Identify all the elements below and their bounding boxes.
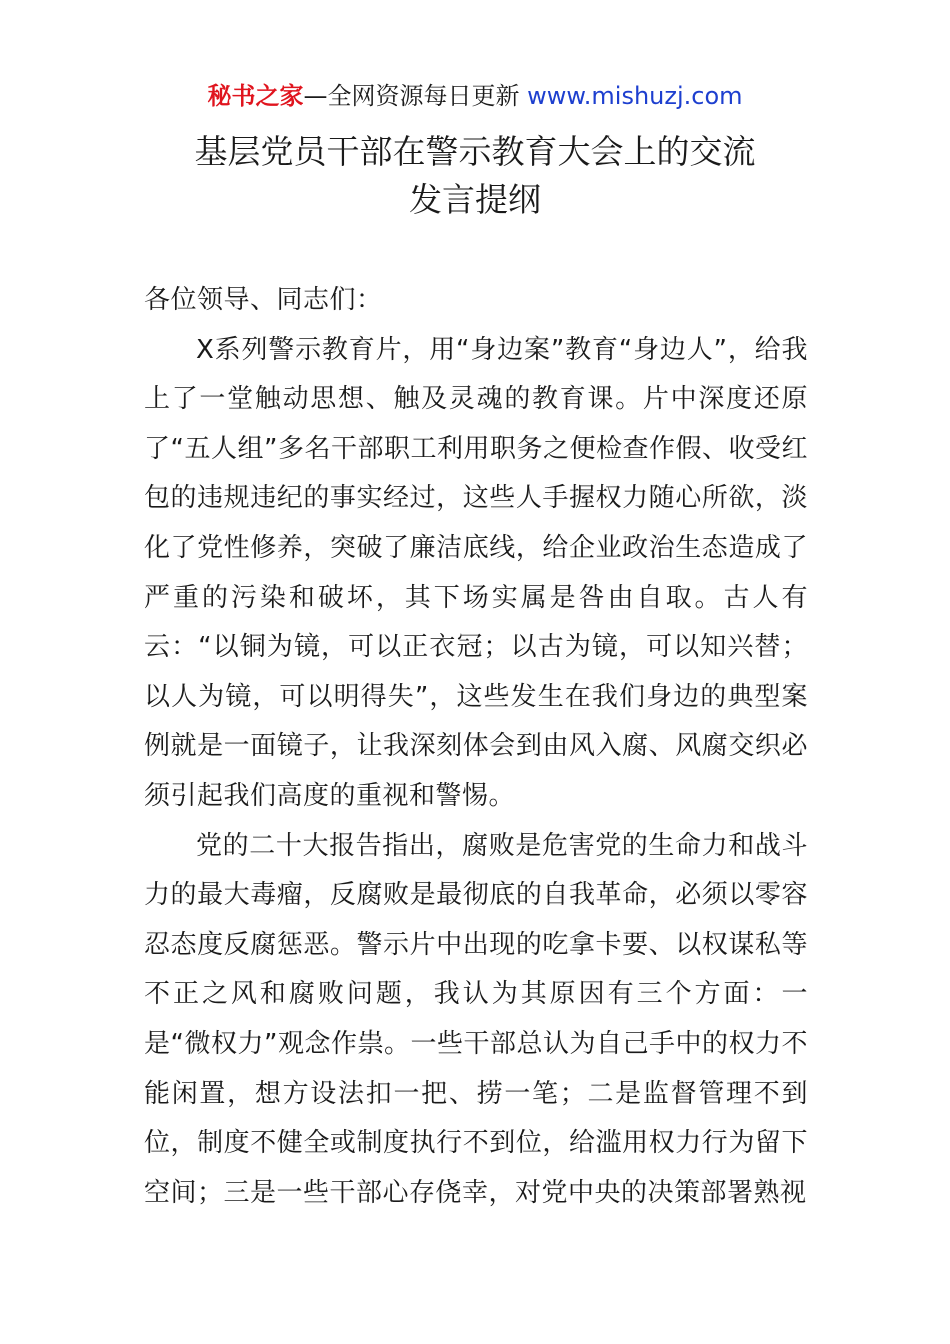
title-line-1: 基层党员干部在警示教育大会上的交流 (194, 132, 756, 171)
site-url[interactable]: www.mishuzj.com (527, 82, 743, 110)
salutation: 各位领导、同志们： (144, 285, 383, 315)
title-line-2: 发言提纲 (409, 180, 541, 219)
site-header (0, 80, 950, 112)
paragraph-1: X系列警示教育片，用“身边案”教育“身边人”，给我上了一堂触动思想、触及灵魂的教育课。片中深度还原了“五人组”多名干部职工利用职务之便检查作假、收受红包的违规违纪的事实经过，这些人手握权力随心所欲，淡化了党性修养，突破了廉洁底线，给企业政治生态造成了严重的污染和破坏，其下场实属是咎由自取。古人有云：“以铜为镜，可以正衣冠；以古为镜，可以知兴替；以人为镜，可以明得失”，这些发生在我们身边的典型案例就是一面镜子，让我深刻体会到由风入腐、风腐交织必须引起我们高度的重视和警惕。 (144, 334, 808, 811)
site-brand: 秘书之家 (207, 82, 304, 110)
document-title (0, 128, 950, 224)
document-body (144, 276, 808, 1218)
paragraph-2: 党的二十大报告指出，腐败是危害党的生命力和战斗力的最大毒瘤，反腐败是最彻底的自我革命，必须以零容忍态度反腐惩恶。警示片中出现的吃拿卡要、以权谋私等不正之风和腐败问题，我认为其原因有三个方面：一是“微权力”观念作祟。一些干部总认为自己手中的权力不能闲置，想方设法扣一把、捞一笔；二是监督管理不到位，制度不健全或制度执行不到位，给滥用权力行为留下空间；三是一些干部心存侥幸，对党中央的决策部署熟视 (144, 830, 808, 1208)
site-tagline: —全网资源每日更新 (303, 82, 528, 110)
